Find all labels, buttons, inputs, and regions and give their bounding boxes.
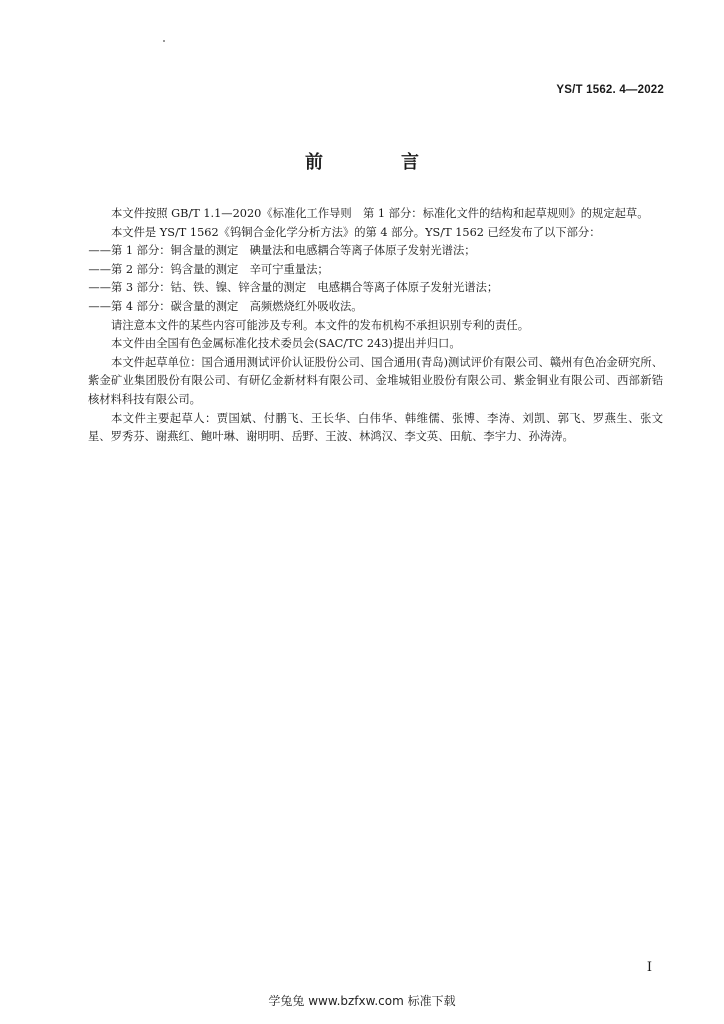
dash-marker: —— <box>88 262 111 276</box>
page-number: I <box>646 960 652 975</box>
paragraph-patent-notice: 请注意本文件的某些内容可能涉及专利。本文件的发布机构不承担识别专利的责任。 <box>111 318 529 332</box>
list-item-part-1 <box>88 242 663 261</box>
footer-watermark: 学兔兔 www.bzfxw.com 标准下载 <box>268 994 456 1008</box>
document-body <box>88 205 663 447</box>
dash-marker: —— <box>88 299 111 313</box>
list-item-text: 第 2 部分：钨含量的测定 辛可宁重量法； <box>111 262 329 276</box>
list-item-text: 第 3 部分：钴、铁、镍、锌含量的测定 电感耦合等离子体原子发射光谱法； <box>111 281 499 295</box>
dash-marker: —— <box>88 244 111 258</box>
list-item-text: 第 4 部分：碳含量的测定 高频燃烧红外吸收法。 <box>111 299 363 313</box>
list-item-part-2 <box>88 261 663 280</box>
scan-speck <box>163 40 165 42</box>
paragraph-drafting-units: 本文件起草单位：国合通用测试评价认证股份公司、国合通用(青岛)测试评价有限公司、赣州有色冶金研究所、紫金矿业集团股份有限公司、有研亿金新材料有限公司、金堆城钼业股份有限公司、紫金铜业有限公司、西部新锆核材料科技有限公司。 <box>88 355 663 406</box>
paragraph-series-intro: 本文件是 YS/T 1562《钨铜合金化学分析方法》的第 4 部分。YS/T 1562 已经发布了以下部分： <box>111 225 601 239</box>
dash-marker: —— <box>88 281 111 295</box>
paragraph-drafting-rules: 本文件按照 GB/T 1.1—2020《标准化工作导则 第 1 部分：标准化文件的结构和起草规则》的规定起草。 <box>111 207 649 220</box>
paragraph-drafters: 本文件主要起草人：贾国斌、付鹏飞、王长华、白伟华、韩维儒、张博、李涛、刘凯、郭飞、罗燕生、张文星、罗秀芬、谢燕红、鲍叶琳、谢明明、岳野、王波、林鸿汉、李文英、田航、李宇力、孙涛涛。 <box>88 411 663 444</box>
page-title: 前 言 <box>305 152 449 173</box>
list-item-part-4 <box>88 298 663 317</box>
list-item-text: 第 1 部分：铜含量的测定 碘量法和电感耦合等离子体原子发射光谱法； <box>111 244 476 258</box>
list-item-part-3 <box>88 279 663 298</box>
paragraph-proposer: 本文件由全国有色金属标准化技术委员会(SAC/TC 243)提出并归口。 <box>111 337 461 351</box>
standard-code: YS/T 1562. 4—2022 <box>556 84 664 96</box>
